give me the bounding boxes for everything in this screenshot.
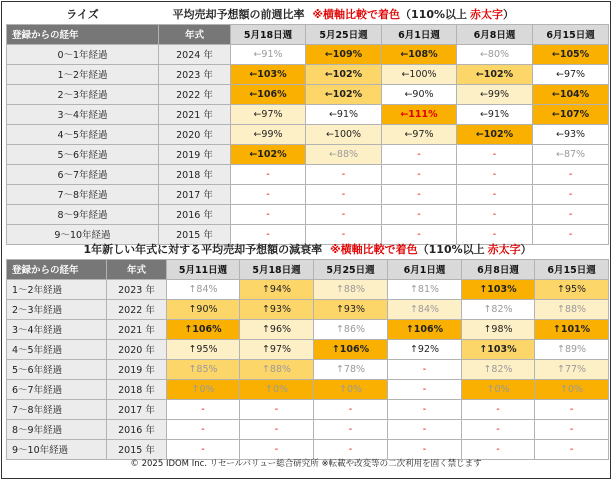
ratio-cell: -: [533, 224, 609, 244]
ratio-cell: ↑85%: [167, 359, 240, 379]
row-year-label: 2020 年: [107, 339, 167, 359]
ratio-cell: -: [306, 204, 382, 224]
ratio-cell: ←108%: [382, 44, 457, 64]
row-year-label: 2016 年: [159, 204, 231, 224]
ratio-cell: ↑92%: [388, 339, 462, 359]
table-row: [7, 64, 609, 84]
ratio-cell: -: [167, 419, 240, 439]
ratio-cell: ←107%: [533, 104, 609, 124]
ratio-cell: ↑103%: [462, 339, 535, 359]
row-age-label: 2～3年経過: [7, 299, 107, 319]
ratio-cell: ←88%: [306, 144, 382, 164]
ratio-cell: ←80%: [457, 44, 533, 64]
ratio-cell: ←90%: [382, 84, 457, 104]
row-year-label: 2024 年: [159, 44, 231, 64]
weekly-ratio-header-row: [7, 24, 609, 44]
ratio-cell: -: [231, 164, 306, 184]
row-year-label: 2016 年: [107, 419, 167, 439]
ratio-cell: ←104%: [533, 84, 609, 104]
ratio-cell: ←111%: [382, 104, 457, 124]
week-header: 6月8日週: [457, 24, 533, 44]
ratio-cell: ↑106%: [167, 319, 240, 339]
row-age-label: 0～1年経過: [7, 44, 159, 64]
ratio-cell: -: [535, 419, 609, 439]
ratio-cell: ↑0%: [462, 379, 535, 399]
ratio-cell: ↑78%: [314, 359, 388, 379]
row-age-label: 5～6年経過: [7, 359, 107, 379]
ratio-cell: ↑88%: [240, 359, 314, 379]
table-row: [7, 419, 609, 439]
year-decay-title-row: [7, 240, 609, 259]
year-decay-title-red: 赤太字: [487, 243, 521, 257]
table-row: [7, 279, 609, 299]
week-header: 5月11日週: [167, 259, 240, 279]
ratio-cell: ↑82%: [462, 299, 535, 319]
row-age-label: 7～8年経過: [7, 184, 159, 204]
ratio-cell: ←91%: [306, 104, 382, 124]
ratio-cell: ←103%: [231, 64, 306, 84]
row-year-label: 2018 年: [107, 379, 167, 399]
table-row: [7, 319, 609, 339]
ratio-cell: -: [314, 399, 388, 419]
row-year-label: 2020 年: [159, 124, 231, 144]
report-frame: [1, 1, 611, 479]
ratio-cell: ↑0%: [314, 379, 388, 399]
ratio-cell: -: [231, 204, 306, 224]
ratio-cell: ↑95%: [167, 339, 240, 359]
ratio-cell: -: [306, 164, 382, 184]
row-year-label: 2022 年: [107, 299, 167, 319]
footer-copyright: © 2025 IDOM Inc. リセールバリュー総合研究所 ※転載や改変等の二次利用を固く禁じます: [130, 459, 482, 469]
week-header: 5月18日週: [240, 259, 314, 279]
row-year-label: 2022 年: [159, 84, 231, 104]
table-row: [7, 84, 609, 104]
table-row: [7, 144, 609, 164]
ratio-cell: ←106%: [231, 84, 306, 104]
row-year-label: 2021 年: [107, 319, 167, 339]
ratio-cell: ←99%: [231, 124, 306, 144]
table-row: [7, 204, 609, 224]
ratio-cell: -: [457, 224, 533, 244]
ratio-cell: ↑103%: [462, 279, 535, 299]
table-row: [7, 44, 609, 64]
ratio-cell: ↑94%: [240, 279, 314, 299]
table-row: [7, 124, 609, 144]
ratio-cell: ←100%: [382, 64, 457, 84]
ratio-cell: -: [240, 419, 314, 439]
ratio-cell: ←97%: [231, 104, 306, 124]
year-decay-table: [6, 240, 609, 460]
ratio-cell: ←97%: [382, 124, 457, 144]
ratio-cell: -: [388, 439, 462, 459]
table-row: [7, 164, 609, 184]
row-age-label: 1～2年経過: [7, 279, 107, 299]
ratio-cell: -: [306, 224, 382, 244]
weekly-ratio-table: [6, 5, 609, 245]
ratio-cell: ←105%: [533, 44, 609, 64]
row-age-label: 6～7年経過: [7, 379, 107, 399]
ratio-cell: ↑88%: [535, 299, 609, 319]
row-age-label: 9～10年経過: [7, 439, 107, 459]
ratio-cell: ↑81%: [388, 279, 462, 299]
row-year-label: 2019 年: [107, 359, 167, 379]
ratio-cell: ←99%: [457, 84, 533, 104]
weekly-ratio-title-red: 赤太字: [470, 8, 504, 22]
ratio-cell: -: [533, 204, 609, 224]
ratio-cell: ↑0%: [240, 379, 314, 399]
weekly-ratio-title-paren-open: （110%以上: [400, 8, 468, 22]
row-year-label: 2021 年: [159, 104, 231, 124]
year-decay-title: [7, 240, 609, 259]
ratio-cell: ↑84%: [167, 279, 240, 299]
ratio-cell: -: [382, 144, 457, 164]
ratio-cell: ←102%: [306, 64, 382, 84]
ratio-cell: ↑84%: [388, 299, 462, 319]
ratio-cell: ↑95%: [535, 279, 609, 299]
ratio-cell: -: [240, 399, 314, 419]
row-age-label: 3～4年経過: [7, 104, 159, 124]
table-row: [7, 184, 609, 204]
ratio-cell: ↑90%: [167, 299, 240, 319]
ratio-cell: ←91%: [457, 104, 533, 124]
row-year-label: 2018 年: [159, 164, 231, 184]
row-age-label: 7～8年経過: [7, 399, 107, 419]
ratio-cell: -: [457, 204, 533, 224]
ratio-cell: ↑0%: [167, 379, 240, 399]
weekly-ratio-title-main: 平均売却予想額の前週比率: [172, 8, 305, 22]
ratio-cell: -: [382, 184, 457, 204]
year-decay-body: [7, 279, 609, 459]
row-age-label: 8～9年経過: [7, 419, 107, 439]
ratio-cell: -: [314, 419, 388, 439]
ratio-cell: -: [382, 204, 457, 224]
week-header: 6月8日週: [462, 259, 535, 279]
table-row: [7, 439, 609, 459]
ratio-cell: ↑98%: [462, 319, 535, 339]
ratio-cell: ←102%: [306, 84, 382, 104]
year-decay-header-row: [7, 259, 609, 279]
ratio-cell: -: [231, 224, 306, 244]
ratio-cell: -: [231, 184, 306, 204]
week-header: 6月15日週: [533, 24, 609, 44]
week-header: 5月25日週: [306, 24, 382, 44]
table-row: [7, 299, 609, 319]
ratio-cell: -: [388, 399, 462, 419]
ratio-cell: -: [388, 379, 462, 399]
ratio-cell: ←102%: [457, 124, 533, 144]
ratio-cell: -: [457, 184, 533, 204]
ratio-cell: ↑82%: [462, 359, 535, 379]
ratio-cell: ←100%: [306, 124, 382, 144]
row-age-label: 5～6年経過: [7, 144, 159, 164]
row-age-label: 1～2年経過: [7, 64, 159, 84]
ratio-cell: -: [535, 439, 609, 459]
ratio-cell: -: [462, 399, 535, 419]
row-age-label: 9～10年経過: [7, 224, 159, 244]
col-head-year: 年式: [107, 259, 167, 279]
ratio-cell: ←97%: [533, 64, 609, 84]
row-age-label: 6～7年経過: [7, 164, 159, 184]
ratio-cell: -: [457, 144, 533, 164]
year-decay-title-paren-close: ）: [520, 243, 532, 257]
row-age-label: 4～5年経過: [7, 339, 107, 359]
ratio-cell: ←91%: [231, 44, 306, 64]
year-decay-title-main: 1年新しい年式に対する平均売却予想額の減衰率: [83, 243, 323, 257]
ratio-cell: -: [314, 439, 388, 459]
row-year-label: 2023 年: [107, 279, 167, 299]
ratio-cell: ↑89%: [535, 339, 609, 359]
ratio-cell: ↑106%: [388, 319, 462, 339]
row-year-label: 2017 年: [159, 184, 231, 204]
week-header: 6月1日週: [388, 259, 462, 279]
ratio-cell: -: [533, 164, 609, 184]
ratio-cell: ↑106%: [314, 339, 388, 359]
row-age-label: 4～5年経過: [7, 124, 159, 144]
ratio-cell: -: [240, 439, 314, 459]
row-year-label: 2019 年: [159, 144, 231, 164]
row-age-label: 2～3年経過: [7, 84, 159, 104]
table-row: [7, 379, 609, 399]
ratio-cell: -: [457, 164, 533, 184]
weekly-ratio-title-note: ※横軸比較で着色: [312, 8, 401, 22]
weekly-ratio-title: [159, 5, 609, 24]
ratio-cell: -: [462, 419, 535, 439]
ratio-cell: ←102%: [457, 64, 533, 84]
row-year-label: 2015 年: [107, 439, 167, 459]
ratio-cell: ↑86%: [314, 319, 388, 339]
row-year-label: 2017 年: [107, 399, 167, 419]
ratio-cell: -: [388, 359, 462, 379]
weekly-ratio-body: [7, 44, 609, 244]
ratio-cell: -: [306, 184, 382, 204]
ratio-cell: -: [535, 399, 609, 419]
ratio-cell: ←93%: [533, 124, 609, 144]
row-year-label: 2015 年: [159, 224, 231, 244]
model-name: ライズ: [66, 8, 99, 22]
week-header: 5月18日週: [231, 24, 306, 44]
ratio-cell: -: [167, 399, 240, 419]
ratio-cell: ↑96%: [240, 319, 314, 339]
ratio-cell: ↑77%: [535, 359, 609, 379]
ratio-cell: -: [167, 439, 240, 459]
col-head-age: 登録からの経年: [7, 24, 159, 44]
ratio-cell: ↑93%: [240, 299, 314, 319]
weekly-ratio-title-paren-close: ）: [503, 8, 515, 22]
table-row: [7, 399, 609, 419]
row-age-label: 8～9年経過: [7, 204, 159, 224]
week-header: 6月1日週: [382, 24, 457, 44]
ratio-cell: ←109%: [306, 44, 382, 64]
weekly-ratio-title-row: [7, 5, 609, 24]
ratio-cell: -: [388, 419, 462, 439]
ratio-cell: -: [382, 224, 457, 244]
ratio-cell: -: [533, 184, 609, 204]
row-age-label: 3～4年経過: [7, 319, 107, 339]
week-header: 6月15日週: [535, 259, 609, 279]
ratio-cell: -: [462, 439, 535, 459]
ratio-cell: ↑93%: [314, 299, 388, 319]
week-header: 5月25日週: [314, 259, 388, 279]
row-year-label: 2023 年: [159, 64, 231, 84]
ratio-cell: ←102%: [231, 144, 306, 164]
table-row: [7, 359, 609, 379]
col-head-age: 登録からの経年: [7, 259, 107, 279]
table-row: [7, 339, 609, 359]
ratio-cell: ↑88%: [314, 279, 388, 299]
ratio-cell: ←87%: [533, 144, 609, 164]
ratio-cell: ↑101%: [535, 319, 609, 339]
year-decay-title-paren-open: （110%以上: [417, 243, 485, 257]
col-head-year: 年式: [159, 24, 231, 44]
table-row: [7, 104, 609, 124]
ratio-cell: ↑0%: [535, 379, 609, 399]
year-decay-title-note: ※横軸比較で着色: [329, 243, 418, 257]
ratio-cell: ↑97%: [240, 339, 314, 359]
ratio-cell: -: [382, 164, 457, 184]
